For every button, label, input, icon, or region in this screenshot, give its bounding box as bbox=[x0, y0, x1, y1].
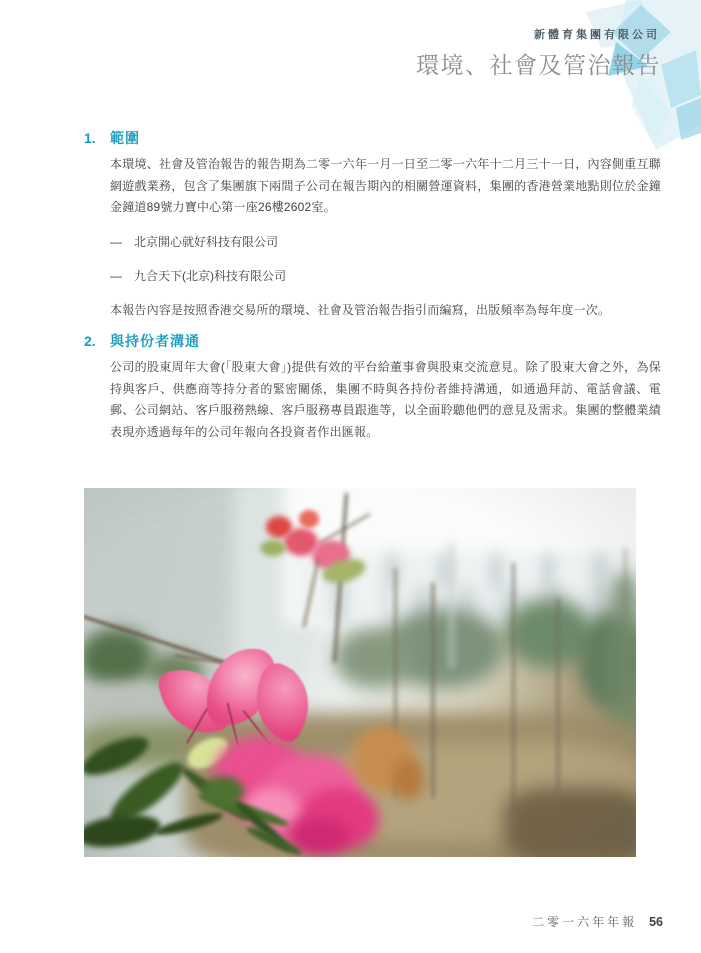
main-petal-left bbox=[156, 659, 235, 743]
orange-leaf bbox=[352, 726, 414, 792]
corner-leaf bbox=[84, 810, 163, 852]
section-heading-row bbox=[84, 332, 661, 350]
corner-leaf bbox=[103, 753, 191, 830]
blurred-ground-dark bbox=[504, 788, 636, 857]
tree-stake bbox=[512, 563, 515, 813]
building-side-foliage bbox=[84, 628, 154, 688]
tree-stake bbox=[624, 548, 627, 698]
tree-stake bbox=[394, 568, 397, 798]
blurred-sky bbox=[284, 488, 636, 623]
foliage-stem bbox=[177, 763, 251, 825]
blurred-ground-light bbox=[324, 743, 636, 843]
subsidiary-item-2 bbox=[110, 267, 661, 285]
blurred-building bbox=[84, 488, 349, 753]
petal-vein bbox=[186, 708, 208, 744]
top-leaf bbox=[320, 555, 368, 588]
building-side-foliage bbox=[144, 653, 204, 693]
top-flower bbox=[284, 528, 318, 556]
dash-bullet: — bbox=[110, 268, 122, 283]
page-footer bbox=[532, 913, 663, 930]
section-heading-row bbox=[84, 129, 661, 147]
pale-pole bbox=[449, 543, 454, 668]
section-scope bbox=[84, 129, 661, 321]
subsidiary-name: 九合天下(北京)科技有限公司 bbox=[134, 268, 286, 283]
dash-bullet: — bbox=[110, 234, 122, 249]
scope-closing-paragraph: 本報告內容是按照香港交易所的環境、社會及管治報告指引而編寫，出版頻率為每年度一次。 bbox=[110, 302, 611, 317]
top-flower bbox=[312, 540, 350, 570]
section-heading: 與持份者溝通 bbox=[110, 333, 200, 349]
blurred-buildings-right bbox=[294, 553, 636, 623]
lower-flower bbox=[259, 754, 364, 849]
blurred-tree bbox=[504, 598, 594, 668]
lower-flower bbox=[212, 736, 307, 821]
orange-leaf-tip bbox=[392, 758, 424, 800]
main-petal-middle bbox=[205, 646, 276, 728]
blurred-buildings-right-2 bbox=[384, 586, 636, 631]
branch-line bbox=[174, 655, 293, 674]
petal-vein bbox=[226, 702, 239, 747]
lower-flower-deep bbox=[289, 818, 349, 854]
foliage-stem bbox=[196, 790, 290, 831]
sapling-stem bbox=[333, 493, 347, 663]
foliage-blob bbox=[202, 776, 244, 806]
tree-stake bbox=[556, 598, 560, 798]
subsidiary-item-1 bbox=[110, 233, 661, 251]
section-stakeholders bbox=[84, 332, 661, 443]
lower-flower bbox=[299, 788, 379, 850]
road-gray bbox=[84, 683, 234, 743]
pale-columns bbox=[234, 488, 304, 678]
report-photo bbox=[84, 488, 636, 857]
twig bbox=[318, 513, 371, 545]
corner-leaf bbox=[84, 729, 153, 782]
main-petal-right bbox=[240, 658, 324, 745]
foliage-stem bbox=[154, 809, 225, 839]
blurred-tree bbox=[579, 613, 636, 708]
grass-strip bbox=[84, 723, 254, 768]
branch-line bbox=[84, 615, 226, 664]
top-flower bbox=[299, 510, 319, 528]
company-name: 新體育集團有限公司 bbox=[534, 29, 660, 41]
foliage-stem bbox=[245, 824, 304, 857]
top-leaf bbox=[260, 540, 286, 556]
section-heading: 範圍 bbox=[110, 130, 140, 146]
page-title: 環境、社會及管治報告 bbox=[416, 52, 661, 78]
scope-paragraph: 本環境、社會及管治報告的報告期為二零一六年一月一日至二零一六年十二月三十一日，內容側重互聯網遊戲業務，包含了集團旗下兩間子公司在報告期內的相關營運資料，集團的香港營業地點則位於金鐘金鐘道89號力寶中心第一座26樓2602室。 bbox=[110, 157, 661, 214]
stakeholders-paragraph: 公司的股東周年大會(「股東大會」)提供有效的平台給董事會與股東交流意見。除了股東大會之外，為保持與客戶、供應商等持分者的緊密關係，集團不時與各持份者維持溝通，如通過拜訪、電話會議、電郵、公司網站、客戶服務熱線、客戶服務專員跟進等，以全面聆聽他們的意見及需求。集團的整體業績表現亦透過每年的公司年報向各投資者作出匯報。 bbox=[110, 360, 661, 439]
blurred-tree bbox=[384, 608, 504, 688]
foliage-stem bbox=[230, 796, 292, 854]
lower-flower-highlight bbox=[244, 788, 299, 828]
top-flower bbox=[266, 516, 292, 538]
subsidiary-name: 北京開心就好科技有限公司 bbox=[134, 234, 279, 249]
report-name: 二零一六年年報 bbox=[532, 915, 638, 929]
top-flower-stem bbox=[303, 559, 320, 628]
page-number: 56 bbox=[649, 915, 663, 929]
section-number: 2. bbox=[84, 333, 96, 349]
petal-vein bbox=[243, 710, 272, 746]
right-edge-foliage bbox=[604, 573, 636, 798]
section-number: 1. bbox=[84, 130, 96, 146]
blurred-tree bbox=[334, 628, 414, 688]
tree-stake bbox=[431, 583, 435, 798]
blurred-ground bbox=[184, 713, 636, 857]
light-green-leaf bbox=[182, 731, 233, 775]
